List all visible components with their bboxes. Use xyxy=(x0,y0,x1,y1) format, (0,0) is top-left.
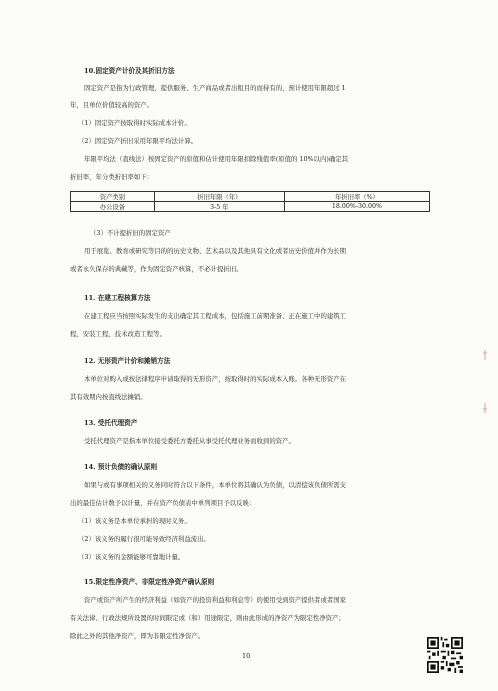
table-header-row xyxy=(71,192,430,202)
section-12-para-line-2: 其有效期内按直线法摊销。 xyxy=(70,393,147,401)
table-cell: 18.00%-30.00% xyxy=(284,202,429,212)
section-14-item-2: （2）该义务的履行很可能导致经济利益流出。 xyxy=(78,535,210,543)
qr-code-icon xyxy=(427,637,463,673)
table-header-cell: 折旧年限（年） xyxy=(154,192,284,202)
section-15-heading: 15.限定性净资产、非限定性净资产确认原则 xyxy=(84,578,215,586)
table-header-cell: 资产类别 xyxy=(71,192,155,202)
table-cell: 办公设备 xyxy=(71,202,155,212)
section-10-item-2: （2）固定资产折旧采用年限平均法计算。 xyxy=(78,137,198,145)
section-15-para-line-2: 有关法律、行政法规所设置的时间限定或（和）用途限定，则由此形成的净资产为限定性净资产； xyxy=(70,614,345,622)
section-11-para-line-1: 在建工程应当按照实际发生的支出确定其工程成本，包括施工前期准备、正在施工中的建筑工 xyxy=(84,312,347,320)
table-cell: 3-5 年 xyxy=(154,202,284,212)
section-10-item-1: （1）固定资产按取得时实际成本计价。 xyxy=(78,119,191,127)
section-15-para-line-3: 除此之外的其他净资产，即为非限定性净资产。 xyxy=(70,632,205,640)
margin-mark-icon xyxy=(482,398,488,408)
section-11-para-line-2: 程、安装工程、技术改造工程等。 xyxy=(70,330,166,338)
section-13-heading: 13. 受托代理资产 xyxy=(84,419,138,427)
section-14-para-line-2: 出的最佳估计数予以计量，并在资产负债表中单列项目予以反映： xyxy=(70,499,256,507)
page-number: 10 xyxy=(242,652,251,660)
section-14-item-1: （1）该义务是本单位承担的现时义务。 xyxy=(78,517,191,525)
section-14-item-3: （3）该义务的金额能够可靠地计量。 xyxy=(78,553,185,561)
table-header-cell: 年折旧率（%） xyxy=(284,192,429,202)
section-10-para-2-line-2: 折旧率，年分类折旧率如下： xyxy=(70,173,154,181)
section-11-heading: 11. 在建工程核算方法 xyxy=(84,294,151,302)
section-10-para-1-line-1: 固定资产是指为行政管理、提供服务、生产商品或者出租目的而持有的，预计使用年限超过 1 xyxy=(84,84,346,92)
table-row xyxy=(71,202,430,212)
section-10-heading: 10.固定资产计价及其折旧方法 xyxy=(84,67,175,75)
section-10-para-3-line-2: 或者永久保存的典藏等，作为固定资产核算，不必计提折旧。 xyxy=(70,265,243,273)
section-10-para-1-line-2: 年，且单位价值较高的资产。 xyxy=(70,101,154,109)
section-10-item-3: （3）不计提折旧的固定资产 xyxy=(90,229,171,237)
section-10-para-3-line-1: 用于展览、教育或研究等目的的历史文物、艺术品以及其他具有文化或者历史价值并作为长期 xyxy=(84,247,347,255)
depreciation-table xyxy=(70,191,430,212)
section-12-para-line-1: 本单位对购入或按法律程序申请取得的无形资产，按取得时的实际成本入账。各种无形资产在 xyxy=(84,375,347,383)
margin-mark-icon xyxy=(482,345,488,355)
section-10-para-2-line-1: 年限平均法（直线法）按固定资产的原值和估计使用年限扣除残值率(原值的 10%以内)确定其 xyxy=(84,155,349,163)
section-12-heading: 12. 无形资产计价和摊销方法 xyxy=(84,357,171,365)
section-13-para: 受托代理资产是指本单位接受委托方委托从事受托代理业务而收到的资产。 xyxy=(84,437,295,445)
section-14-heading: 14. 预计负债的确认原则 xyxy=(84,463,158,471)
section-14-para-line-1: 如果与或有事项相关的义务同时符合以下条件，本单位将其确认为负债，以清偿该负债所需支 xyxy=(84,481,347,489)
section-15-para-line-1: 资产或资产所产生的经济利益（如资产的投资利益和利息等）的使用受到资产提供者或者国家 xyxy=(84,596,347,604)
